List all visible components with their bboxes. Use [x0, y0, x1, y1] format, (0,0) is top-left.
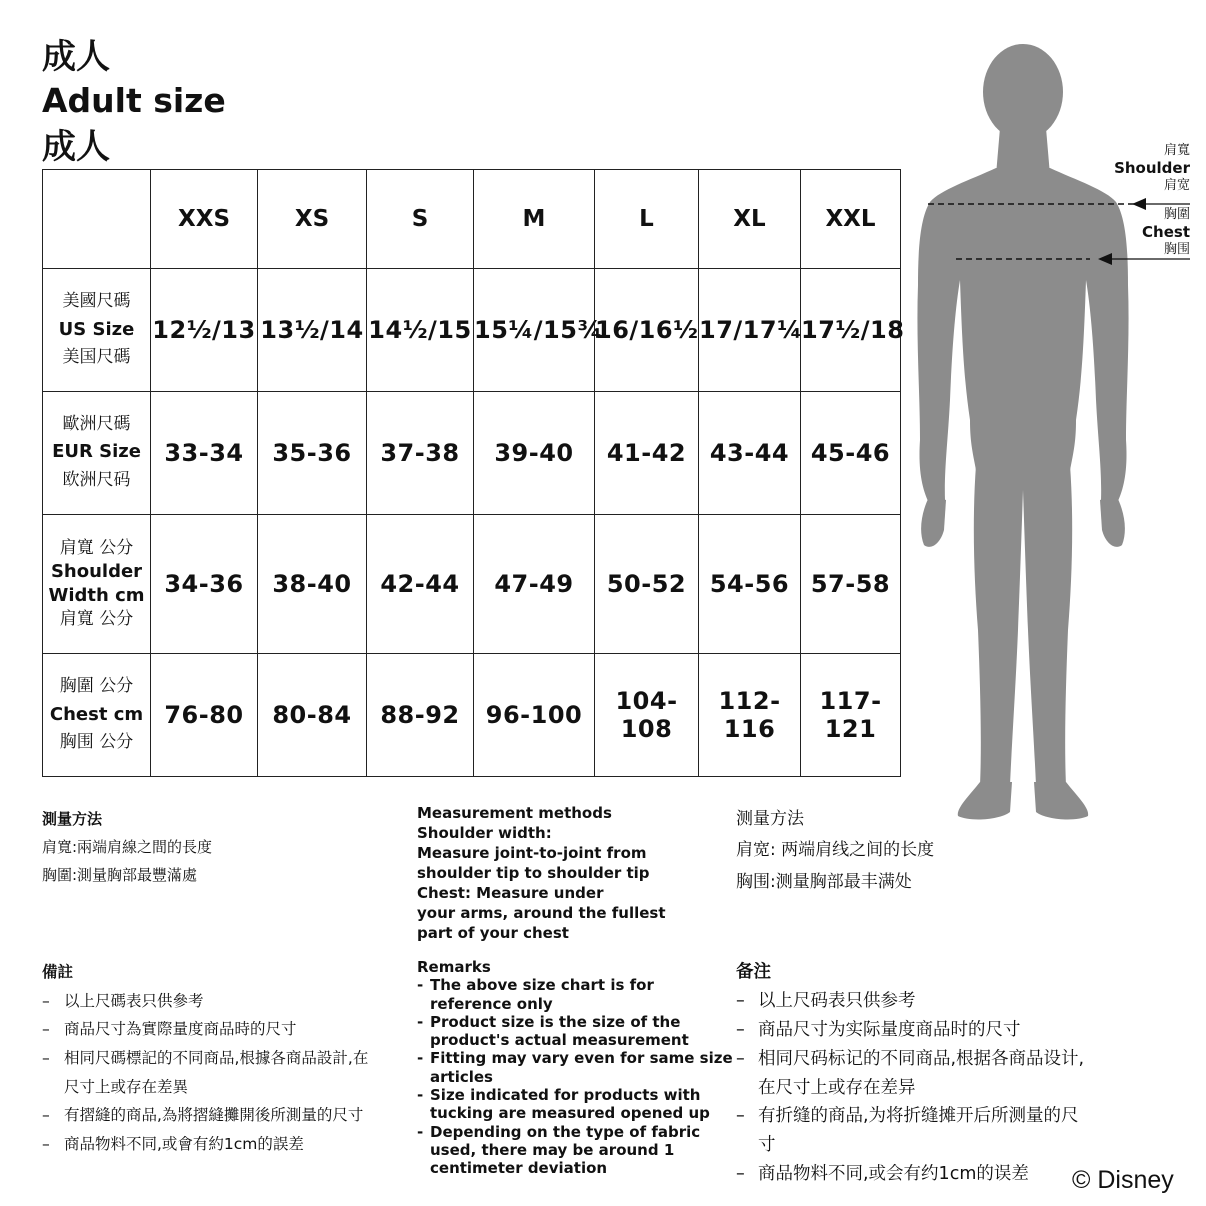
remark-item: - Depending on the type of fabric used, there may be around 1 centimeter deviation [417, 1123, 737, 1178]
method-en [417, 804, 727, 944]
method-line: Chest: Measure under [417, 883, 604, 902]
row-label-en: Shoulder Width cm [48, 560, 145, 606]
measurement-figure [900, 40, 1206, 840]
table-cell: 13½/14 [258, 269, 367, 392]
method-heading: 測量方法 [42, 810, 103, 828]
remarks-heading: 備註 [42, 963, 74, 981]
table-cell: 57-58 [801, 514, 901, 653]
row-label-zh-tw: 歐洲尺碼 [62, 414, 131, 435]
table-cell: 41-42 [595, 391, 699, 514]
table-cell: 42-44 [367, 514, 474, 653]
table-cell: 12½/13 [151, 269, 258, 392]
remark-item: - The above size chart is for reference only [417, 976, 737, 1013]
size-header: S [367, 170, 474, 269]
shoulder-label-zh-cn: 肩宽 [1163, 178, 1190, 193]
method-line: Shoulder width: [417, 823, 552, 842]
method-line: 胸圍:測量胸部最豐滿處 [42, 865, 198, 884]
size-header: M [474, 170, 595, 269]
row-label-zh-tw: 美國尺碼 [62, 291, 131, 312]
table-cell: 112-116 [699, 654, 801, 777]
table-cell: 16/16½ [595, 269, 699, 392]
table-cell: 104-108 [595, 654, 699, 777]
size-header: XXS [151, 170, 258, 269]
method-line: 胸围:测量胸部最丰满处 [736, 871, 912, 892]
remarks-zh-cn [736, 958, 1096, 1189]
method-line: 肩宽: 两端肩线之间的长度 [736, 840, 935, 861]
copyright-mark: © Disney [1072, 1166, 1174, 1194]
corner-cell [43, 170, 151, 269]
table-cell: 15¼/15¾ [474, 269, 595, 392]
row-label-en: US Size [58, 318, 135, 340]
chest-label-en: Chest [1142, 223, 1190, 242]
size-header: L [595, 170, 699, 269]
row-label-zh-cn: 美国尺碼 [62, 347, 131, 368]
remarks-en [417, 958, 737, 1178]
row-label [43, 654, 151, 777]
remark-item: – 有折缝的商品,为将折缝摊开后所测量的尺寸 [736, 1102, 1096, 1160]
table-cell: 80-84 [258, 654, 367, 777]
chest-label [1142, 207, 1190, 258]
shoulder-label [1114, 143, 1190, 194]
table-cell: 34-36 [151, 514, 258, 653]
size-header: XS [258, 170, 367, 269]
method-line: Measure joint-to-joint from [417, 843, 647, 862]
table-cell: 47-49 [474, 514, 595, 653]
row-label-en: Chest cm [49, 703, 144, 725]
size-header: XXL [801, 170, 901, 269]
table-cell: 43-44 [699, 391, 801, 514]
shoulder-label-en: Shoulder [1114, 159, 1190, 178]
table-cell: 17½/18 [801, 269, 901, 392]
method-line: part of your chest [417, 923, 569, 942]
row-label-zh-tw: 肩寬 公分 [59, 537, 134, 558]
remark-item: – 相同尺码标记的不同商品,根据各商品设计,在尺寸上或存在差异 [736, 1045, 1096, 1103]
row-label-zh-cn: 胸围 公分 [59, 732, 134, 753]
table-cell: 38-40 [258, 514, 367, 653]
table-cell: 33-34 [151, 391, 258, 514]
table-cell: 76-80 [151, 654, 258, 777]
remark-item: – 商品物料不同,或会有约1cm的误差 [736, 1160, 1096, 1189]
remark-item: – 商品尺寸为实际量度商品时的尺寸 [736, 1016, 1096, 1045]
table-cell: 37-38 [367, 391, 474, 514]
table-cell: 88-92 [367, 654, 474, 777]
row-label [43, 391, 151, 514]
remark-item: – 以上尺码表只供参考 [736, 987, 1096, 1016]
remark-item: – 有摺縫的商品,為將摺縫攤開後所測量的尺寸 [42, 1101, 382, 1130]
method-line: Measurement methods [417, 804, 612, 822]
eur-size-row [43, 391, 901, 514]
chest-row [43, 654, 901, 777]
table-cell: 117-121 [801, 654, 901, 777]
table-cell: 39-40 [474, 391, 595, 514]
method-line: 肩寬:兩端肩線之間的長度 [42, 837, 213, 856]
table-cell: 54-56 [699, 514, 801, 653]
remark-item: – 商品物料不同,或會有約1cm的誤差 [42, 1130, 382, 1159]
method-zh-cn [736, 804, 1106, 898]
remark-item: – 以上尺碼表只供參考 [42, 987, 382, 1016]
chest-label-zh-cn: 胸围 [1163, 242, 1190, 257]
table-cell: 14½/15 [367, 269, 474, 392]
remarks-zh-tw [42, 958, 382, 1159]
method-line: your arms, around the fullest [417, 903, 666, 922]
remark-item: - Product size is the size of the product's actual measurement [417, 1013, 737, 1050]
size-header: XL [699, 170, 801, 269]
row-label [43, 514, 151, 653]
chest-label-zh-tw: 胸圍 [1163, 207, 1190, 222]
remark-item: – 相同尺碼標記的不同商品,根據各商品設計,在尺寸上或存在差異 [42, 1044, 382, 1101]
shoulder-row [43, 514, 901, 653]
title-en: Adult size [42, 81, 226, 120]
table-cell: 50-52 [595, 514, 699, 653]
row-label [43, 269, 151, 392]
table-cell: 96-100 [474, 654, 595, 777]
remark-item: - Size indicated for products with tucking are measured opened up [417, 1086, 737, 1123]
row-label-zh-cn: 肩寬 公分 [59, 609, 134, 630]
remarks-heading: Remarks [417, 958, 491, 976]
title-zh-tw: 成人 [42, 37, 110, 77]
title-zh-cn: 成人 [42, 127, 110, 167]
us-size-row [43, 269, 901, 392]
row-label-zh-tw: 胸圍 公分 [59, 676, 134, 697]
remark-item: – 商品尺寸為實際量度商品時的尺寸 [42, 1015, 382, 1044]
size-header-row [43, 170, 901, 269]
table-cell: 45-46 [801, 391, 901, 514]
row-label-en: EUR Size [52, 441, 141, 463]
table-cell: 17/17¼ [699, 269, 801, 392]
method-zh-tw [42, 806, 392, 889]
table-cell: 35-36 [258, 391, 367, 514]
shoulder-label-zh-tw: 肩寬 [1163, 143, 1190, 158]
method-line: shoulder tip to shoulder tip [417, 863, 650, 882]
remarks-heading: 备注 [736, 962, 771, 982]
remark-item: - Fitting may vary even for same size articles [417, 1049, 737, 1086]
method-heading: 测量方法 [736, 809, 804, 829]
size-table [42, 169, 905, 777]
row-label-zh-cn: 欧洲尺码 [62, 470, 131, 491]
